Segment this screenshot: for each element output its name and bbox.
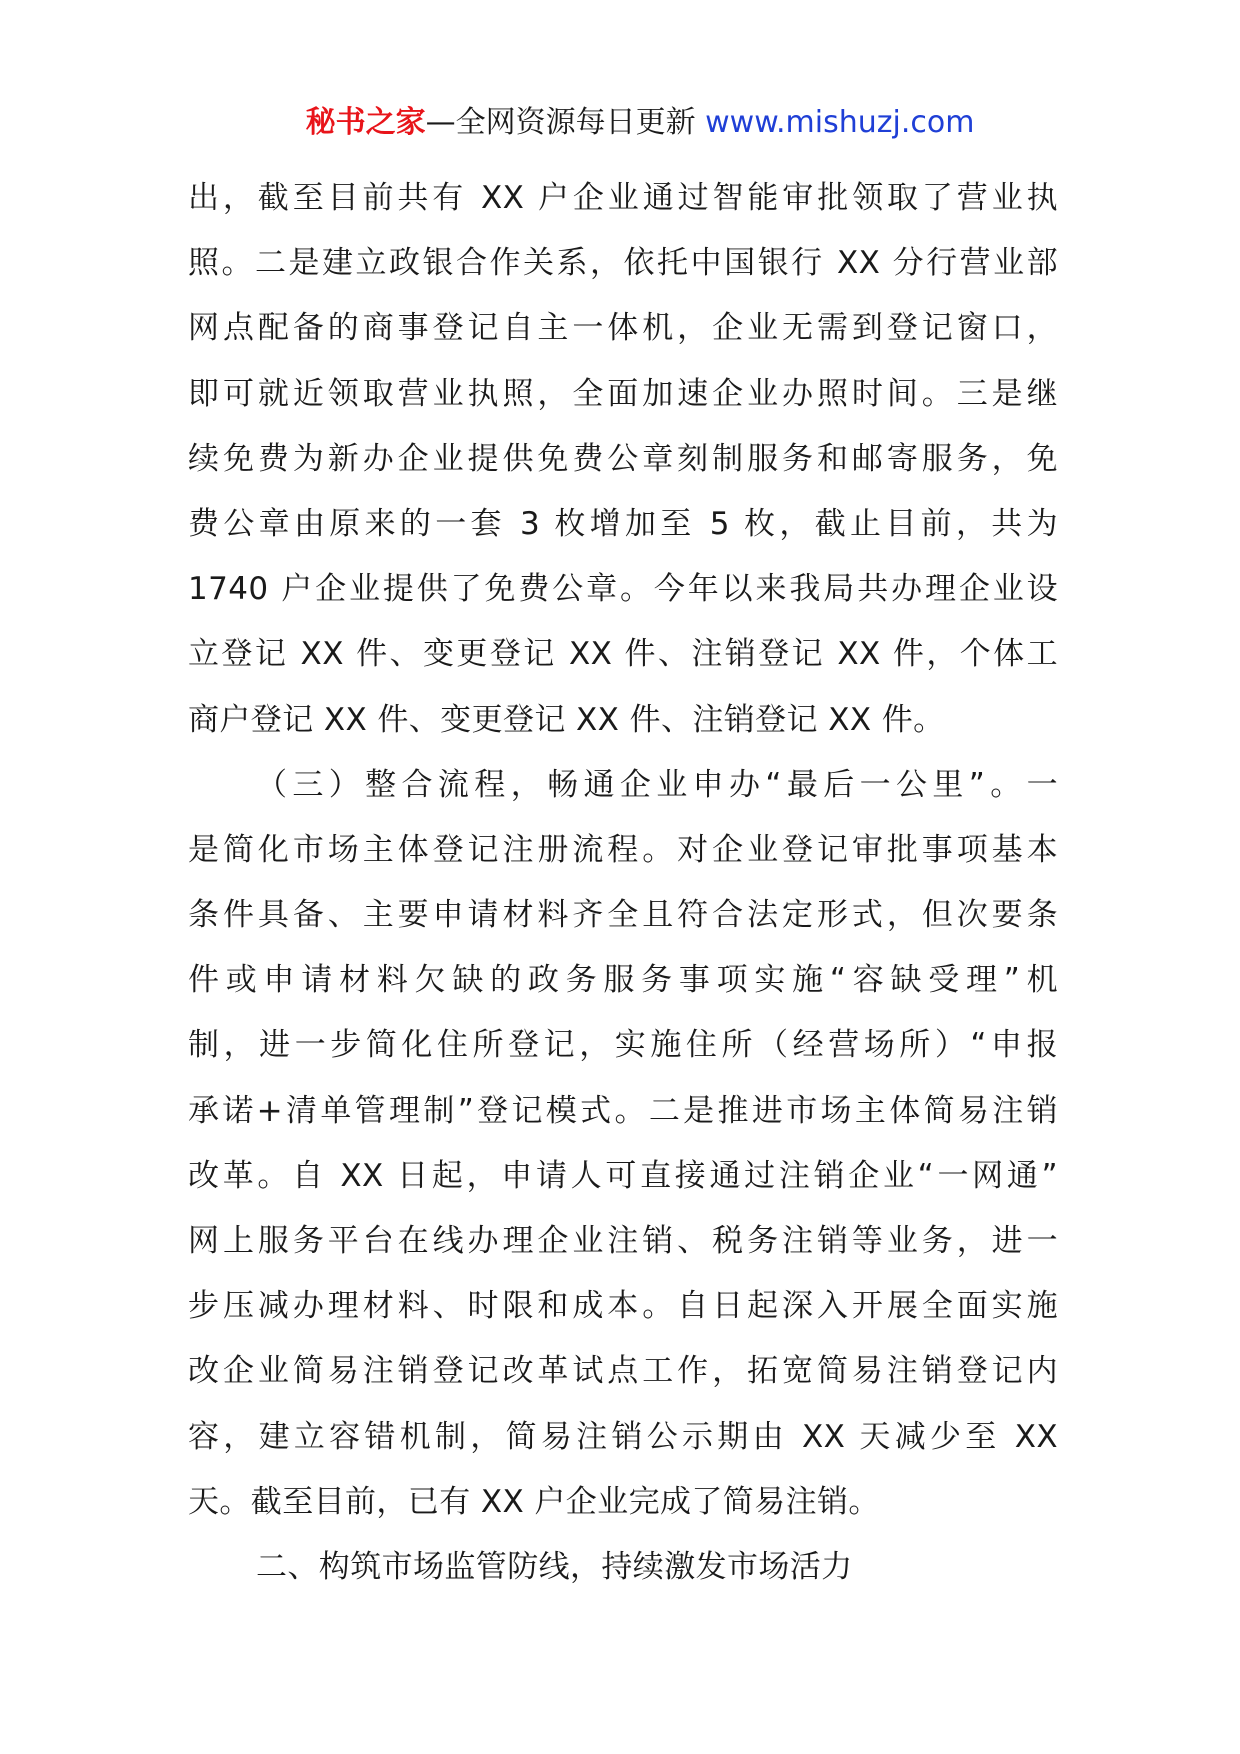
body-line: 承诺+清单管理制”登记模式。二是推进市场主体简易注销 <box>188 1092 1058 1129</box>
section-heading: 二、构筑市场监管防线，持续激发市场活力 <box>256 1548 853 1585</box>
body-line: 是简化市场主体登记注册流程。对企业登记审批事项基本 <box>188 831 1058 868</box>
body-line: 制，进一步简化住所登记，实施住所（经营场所）“申报 <box>188 1027 1058 1064</box>
body-line: 1740 户企业提供了免费公章。今年以来我局共办理企业设 <box>188 571 1058 608</box>
body-line: 容，建立容错机制，简易注销公示期由 XX 天减少至 XX <box>188 1418 1058 1455</box>
header-tagline: —全网资源每日更新 <box>425 105 706 140</box>
body-line: 网点配备的商事登记自主一体机，企业无需到登记窗口， <box>188 310 1058 347</box>
body-line: 改企业简易注销登记改革试点工作，拓宽简易注销登记内 <box>188 1353 1058 1390</box>
body-line: 步压减办理材料、时限和成本。自日起深入开展全面实施 <box>188 1288 1058 1325</box>
body-line: 条件具备、主要申请材料齐全且符合法定形式，但次要条 <box>188 897 1058 934</box>
body-line: 出，截至目前共有 XX 户企业通过智能审批领取了营业执 <box>188 180 1058 216</box>
page-header-watermark <box>0 103 1240 143</box>
body-line: 续免费为新办企业提供免费公章刻制服务和邮寄服务，免 <box>188 440 1058 477</box>
document-body <box>188 166 1058 1600</box>
body-line: 即可就近领取营业执照，全面加速企业办照时间。三是继 <box>188 375 1058 412</box>
section-subheading-line: （三）整合流程，畅通企业申办“最后一公里”。一 <box>256 766 1058 803</box>
body-line: 件或申请材料欠缺的政务服务事项实施“容缺受理”机 <box>188 962 1058 999</box>
header-brand: 秘书之家 <box>305 105 426 140</box>
body-line: 改革。自 XX 日起，申请人可直接通过注销企业“一网通” <box>188 1157 1058 1194</box>
body-line: 商户登记 XX 件、变更登记 XX 件、注销登记 XX 件。 <box>188 701 945 738</box>
header-url[interactable]: www.mishuzj.com <box>705 105 975 140</box>
body-line: 照。二是建立政银合作关系，依托中国银行 XX 分行营业部 <box>188 245 1058 282</box>
body-line: 费公章由原来的一套 3 枚增加至 5 枚，截止目前，共为 <box>188 505 1058 542</box>
body-line: 天。截至目前，已有 XX 户企业完成了简易注销。 <box>188 1483 880 1520</box>
body-line: 网上服务平台在线办理企业注销、税务注销等业务，进一 <box>188 1223 1058 1259</box>
body-line: 立登记 XX 件、变更登记 XX 件、注销登记 XX 件，个体工 <box>188 636 1058 673</box>
